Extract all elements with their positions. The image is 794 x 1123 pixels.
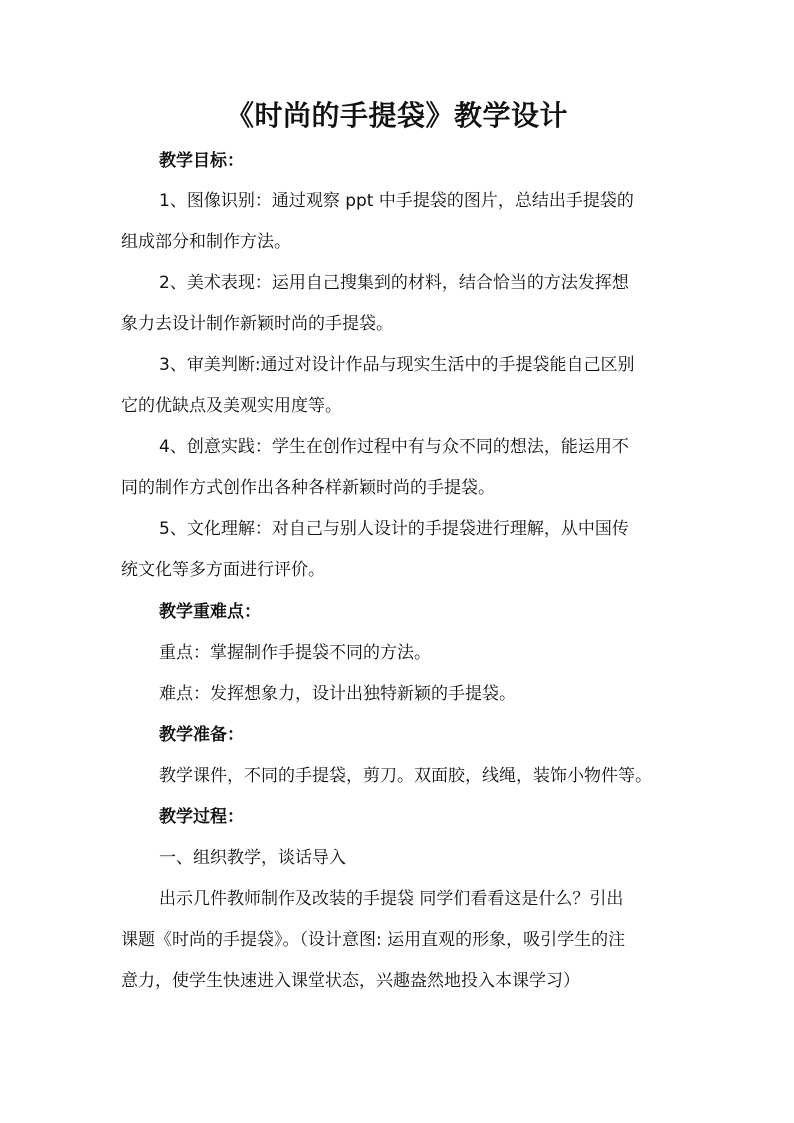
- process-heading: 教学过程：: [159, 807, 244, 827]
- objective-2-line-1: 2、美术表现：运用自己搜集到的材料，结合恰当的方法发挥想: [159, 273, 629, 293]
- process-step-1-line-2: 课题《时尚的手提袋》。（设计意图: 运用直观的形象，吸引学生的注: [121, 930, 626, 950]
- objective-1-line-1: 1、图像识别：通过观察 ppt 中手提袋的图片，总结出手提袋的: [159, 191, 634, 211]
- process-step-1-title: 一、组织教学，谈话导入: [159, 848, 346, 868]
- objective-5-line-2: 统文化等多方面进行评价。: [121, 560, 325, 580]
- process-step-1-line-1: 出示几件教师制作及改装的手提袋 同学们看看这是什么？引出: [159, 889, 624, 909]
- preparation-text: 教学课件，不同的手提袋，剪刀。双面胶，线绳，装饰小物件等。: [159, 766, 652, 786]
- key-points-heading: 教学重难点：: [159, 602, 261, 622]
- objective-5-line-1: 5、文化理解：对自己与别人设计的手提袋进行理解，从中国传: [159, 519, 629, 539]
- objective-3-line-1: 3、审美判断:通过对设计作品与现实生活中的手提袋能自己区别: [159, 355, 635, 375]
- objective-4-line-1: 4、创意实践：学生在创作过程中有与众不同的想法，能运用不: [159, 437, 629, 457]
- preparation-heading: 教学准备：: [159, 725, 244, 745]
- objectives-heading: 教学目标：: [159, 151, 244, 171]
- process-step-1-line-3: 意力，使学生快速进入课堂状态，兴趣盎然地投入本课学习）: [121, 971, 580, 991]
- key-point-important: 重点：掌握制作手提袋不同的方法。: [159, 643, 431, 663]
- document-title: 《时尚的手提袋》教学设计: [225, 99, 568, 132]
- objective-1-line-2: 组成部分和制作方法。: [121, 232, 291, 252]
- objective-3-line-2: 它的优缺点及美观实用度等。: [121, 396, 342, 416]
- key-point-difficult: 难点：发挥想象力，设计出独特新颖的手提袋。: [159, 684, 516, 704]
- objective-2-line-2: 象力去设计制作新颖时尚的手提袋。: [121, 314, 393, 334]
- objective-4-line-2: 同的制作方式创作出各种各样新颖时尚的手提袋。: [121, 478, 495, 498]
